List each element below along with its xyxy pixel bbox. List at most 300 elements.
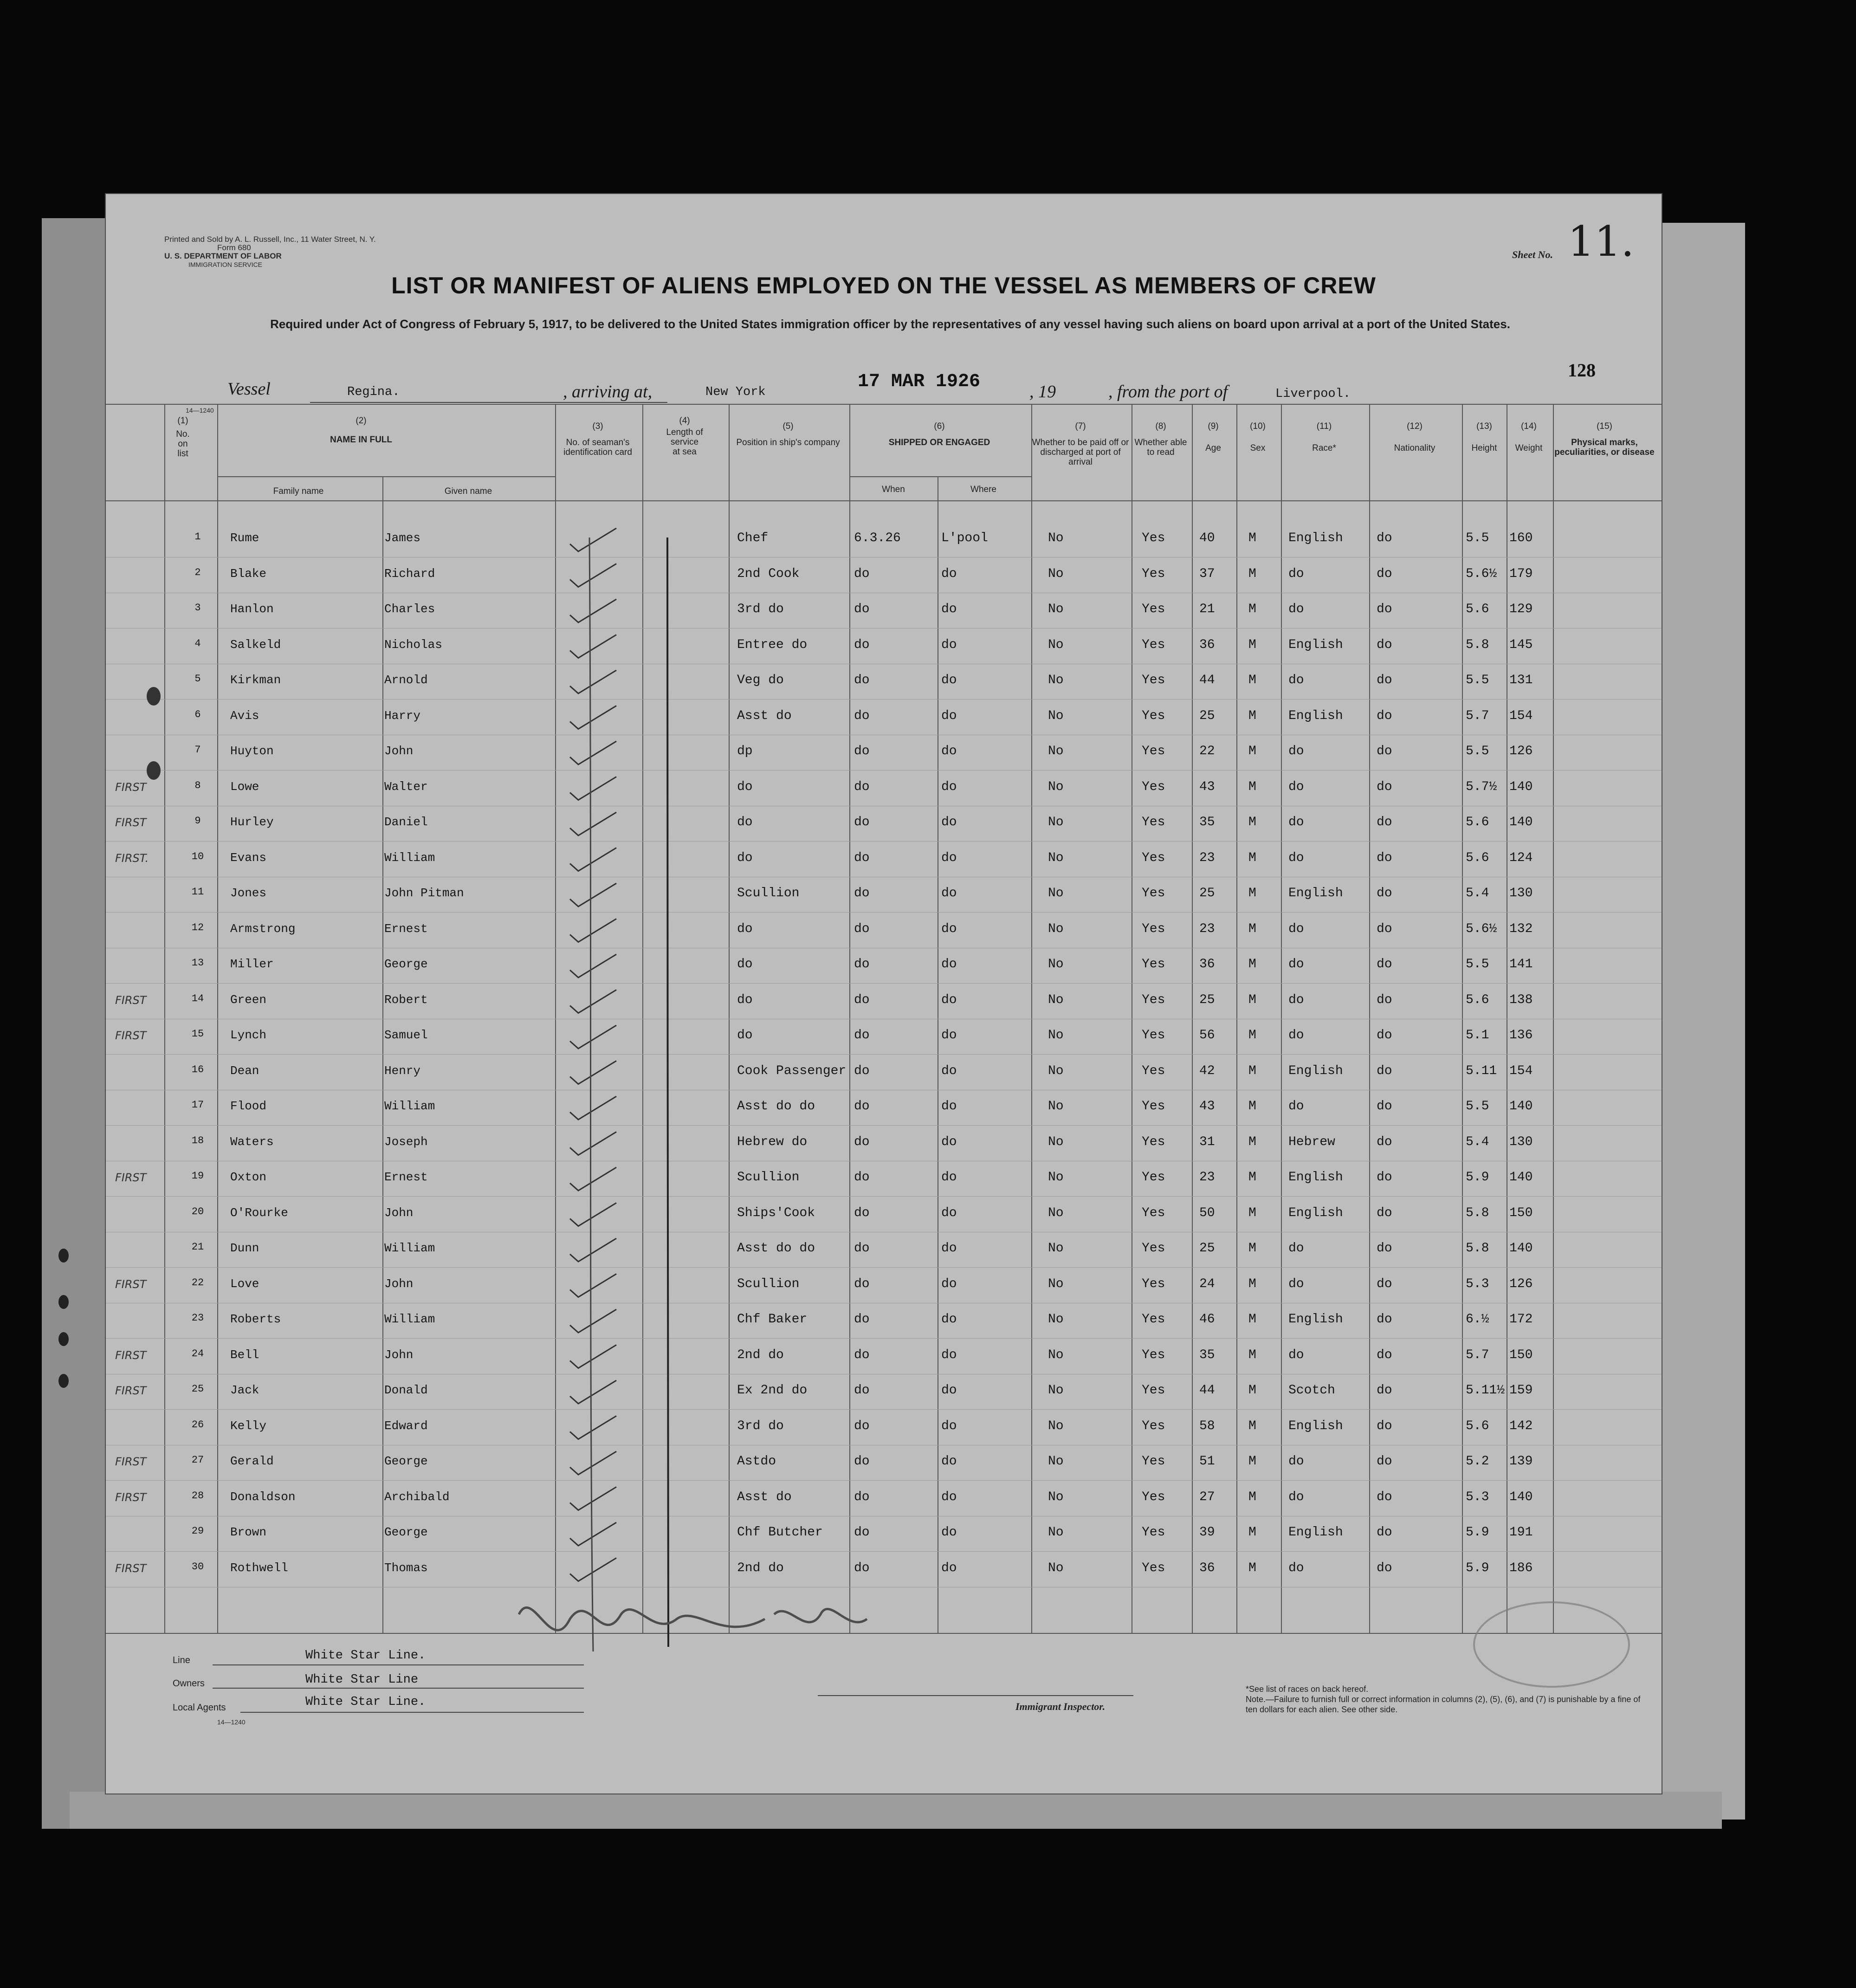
given-name-cell: Ernest xyxy=(384,1170,428,1184)
able-to-read-cell: Yes xyxy=(1142,1347,1165,1362)
owners-underline xyxy=(213,1688,584,1689)
footer-notes xyxy=(1246,1684,1645,1715)
line-underline xyxy=(213,1664,584,1665)
able-to-read-cell: Yes xyxy=(1142,1454,1165,1469)
age-cell: 56 xyxy=(1199,1028,1215,1043)
height-cell: 5.6½ xyxy=(1466,921,1497,936)
page-subtitle: Required under Act of Congress of February 5, 1917, to be delivered to the United States immigration officer by the representatives of any vessel having such aliens on board upon arrival at a port of the United States. xyxy=(270,317,1510,331)
shipped-where-cell: do xyxy=(941,1347,957,1362)
position-cell: do xyxy=(737,957,753,971)
given-name-cell: Samuel xyxy=(384,1028,428,1042)
race-cell: Hebrew xyxy=(1288,1134,1335,1149)
weight-cell: 139 xyxy=(1509,1454,1533,1469)
paid-off-cell: No xyxy=(1048,1028,1064,1043)
age-cell: 23 xyxy=(1199,1170,1215,1185)
height-cell: 5.9 xyxy=(1466,1525,1489,1540)
weight-cell: 160 xyxy=(1509,531,1533,545)
able-to-read-cell: Yes xyxy=(1142,1028,1165,1043)
nationality-cell: do xyxy=(1377,1205,1392,1220)
height-cell: 5.11 xyxy=(1466,1063,1497,1078)
row-number-cell: 30 xyxy=(191,1561,204,1573)
race-cell: do xyxy=(1288,850,1304,865)
col-id-card-header: (3) No. of seaman's identification card xyxy=(563,421,632,457)
paid-off-cell: No xyxy=(1048,1347,1064,1362)
family-name-cell: Rothwell xyxy=(230,1561,288,1575)
race-cell: do xyxy=(1288,1099,1304,1114)
shipped-where-cell: do xyxy=(941,1276,957,1291)
age-cell: 37 xyxy=(1199,566,1215,581)
col-when-header: When xyxy=(882,485,905,494)
weight-cell: 129 xyxy=(1509,602,1533,616)
weight-cell: 172 xyxy=(1509,1312,1533,1327)
row-number-cell: 4 xyxy=(194,637,201,649)
local-agents-label: Local Agents xyxy=(173,1703,226,1713)
paid-off-cell: No xyxy=(1048,744,1064,758)
first-class-annotation: FIRST xyxy=(115,1384,147,1397)
weight-cell: 150 xyxy=(1509,1205,1533,1220)
age-cell: 36 xyxy=(1199,637,1215,652)
given-name-cell: George xyxy=(384,957,428,971)
race-cell: do xyxy=(1288,1454,1304,1469)
position-cell: Ex 2nd do xyxy=(737,1383,808,1398)
position-cell: Asst do xyxy=(737,1489,792,1504)
position-cell: Ships'Cook xyxy=(737,1205,815,1220)
nationality-cell: do xyxy=(1377,1418,1392,1433)
first-class-annotation: FIRST xyxy=(115,1277,147,1291)
races-note: *See list of races on back hereof. xyxy=(1246,1684,1369,1694)
sex-cell: M xyxy=(1248,1383,1256,1398)
given-name-cell: Joseph xyxy=(384,1134,428,1149)
col-given-name-header: Given name xyxy=(444,486,492,496)
age-cell: 25 xyxy=(1199,708,1215,723)
inspection-stamp xyxy=(1473,1601,1630,1688)
shipped-where-cell: do xyxy=(941,1099,957,1114)
race-cell: do xyxy=(1288,1276,1304,1291)
given-name-cell: John xyxy=(384,1276,414,1291)
col-shipped-header: (6) SHIPPED OR ENGAGED xyxy=(888,421,990,447)
shipped-where-cell: do xyxy=(941,1205,957,1220)
sex-cell: M xyxy=(1248,1063,1256,1078)
sheet-number-label: Sheet No. xyxy=(1512,249,1553,260)
page-number: 128 xyxy=(1568,360,1596,381)
row-number-cell: 6 xyxy=(194,708,201,720)
sex-cell: M xyxy=(1248,531,1256,545)
shipped-where-cell: do xyxy=(941,1312,957,1327)
family-name-cell: O'Rourke xyxy=(230,1205,288,1220)
row-number-cell: 5 xyxy=(194,673,201,685)
weight-cell: 159 xyxy=(1509,1383,1533,1398)
race-cell: English xyxy=(1288,886,1343,900)
paid-off-cell: No xyxy=(1048,1134,1064,1149)
weight-cell: 186 xyxy=(1509,1561,1533,1575)
height-cell: 5.6½ xyxy=(1466,566,1497,581)
col-family-name-header: Family name xyxy=(273,486,324,496)
row-number-cell: 1 xyxy=(194,531,201,543)
paid-off-cell: No xyxy=(1048,673,1064,687)
id-check-mark xyxy=(570,1309,616,1333)
height-cell: 5.5 xyxy=(1466,531,1489,545)
position-cell: do xyxy=(737,850,753,865)
race-cell: do xyxy=(1288,957,1304,971)
nationality-cell: do xyxy=(1377,1276,1392,1291)
punch-hole xyxy=(147,761,161,780)
row-number-cell: 27 xyxy=(191,1454,204,1466)
weight-cell: 145 xyxy=(1509,637,1533,652)
id-check-mark xyxy=(570,599,616,622)
weight-cell: 179 xyxy=(1509,566,1533,581)
weight-cell: 141 xyxy=(1509,957,1533,971)
first-class-annotation: FIRST xyxy=(115,1171,147,1184)
row-number-cell: 20 xyxy=(191,1205,204,1217)
height-cell: 5.6 xyxy=(1466,992,1489,1007)
weight-cell: 136 xyxy=(1509,1028,1533,1043)
shipped-where-cell: do xyxy=(941,1561,957,1575)
given-name-cell: Daniel xyxy=(384,815,428,829)
sex-cell: M xyxy=(1248,1028,1256,1043)
shipped-where-cell: do xyxy=(941,815,957,829)
weight-cell: 140 xyxy=(1509,1099,1533,1114)
id-check-mark xyxy=(570,1451,616,1475)
printer-credit: Printed and Sold by A. L. Russell, Inc., 11 Water Street, N. Y. xyxy=(164,235,376,244)
shipped-when-cell: do xyxy=(854,566,870,581)
shipped-where-cell: do xyxy=(941,1028,957,1043)
given-name-cell: George xyxy=(384,1525,428,1539)
weight-cell: 140 xyxy=(1509,1489,1533,1504)
race-cell: do xyxy=(1288,1561,1304,1575)
shipped-when-cell: do xyxy=(854,637,870,652)
able-to-read-cell: Yes xyxy=(1142,921,1165,936)
given-name-cell: William xyxy=(384,1241,435,1255)
paid-off-cell: No xyxy=(1048,566,1064,581)
able-to-read-cell: Yes xyxy=(1142,1312,1165,1327)
weight-cell: 126 xyxy=(1509,744,1533,758)
nationality-cell: do xyxy=(1377,850,1392,865)
shipped-where-cell: do xyxy=(941,602,957,616)
race-cell: do xyxy=(1288,744,1304,758)
height-cell: 5.3 xyxy=(1466,1489,1489,1504)
given-name-cell: Archibald xyxy=(384,1489,450,1504)
age-cell: 31 xyxy=(1199,1134,1215,1149)
col-sex-header: (10) Sex xyxy=(1250,421,1266,453)
age-cell: 44 xyxy=(1199,673,1215,687)
nationality-cell: do xyxy=(1377,1454,1392,1469)
able-to-read-cell: Yes xyxy=(1142,886,1165,900)
able-to-read-cell: Yes xyxy=(1142,815,1165,829)
race-cell: English xyxy=(1288,1063,1343,1078)
able-to-read-cell: Yes xyxy=(1142,1383,1165,1398)
family-name-cell: Avis xyxy=(230,708,259,723)
weight-cell: 124 xyxy=(1509,850,1533,865)
family-name-cell: Huyton xyxy=(230,744,274,758)
first-class-annotation: FIRST xyxy=(115,1348,147,1362)
position-cell: do xyxy=(737,1028,753,1043)
given-name-cell: William xyxy=(384,1099,435,1113)
position-cell: Asst do xyxy=(737,708,792,723)
shipped-where-cell: do xyxy=(941,744,957,758)
id-check-mark xyxy=(570,564,616,587)
nationality-cell: do xyxy=(1377,992,1392,1007)
col-weight-header: (14) Weight xyxy=(1515,421,1543,453)
nationality-cell: do xyxy=(1377,1099,1392,1114)
paid-off-cell: No xyxy=(1048,992,1064,1007)
nationality-cell: do xyxy=(1377,708,1392,723)
race-cell: do xyxy=(1288,779,1304,794)
able-to-read-cell: Yes xyxy=(1142,779,1165,794)
row-number-cell: 2 xyxy=(194,566,201,578)
id-check-mark xyxy=(570,528,616,551)
family-name-cell: Hanlon xyxy=(230,602,274,616)
paid-off-cell: No xyxy=(1048,1561,1064,1575)
shipped-when-cell: do xyxy=(854,1347,870,1362)
paid-off-cell: No xyxy=(1048,1454,1064,1469)
age-cell: 50 xyxy=(1199,1205,1215,1220)
sex-cell: M xyxy=(1248,1454,1256,1469)
nationality-cell: do xyxy=(1377,1489,1392,1504)
race-cell: do xyxy=(1288,566,1304,581)
line-label: Line xyxy=(173,1655,190,1665)
nationality-cell: do xyxy=(1377,1134,1392,1149)
family-name-cell: Miller xyxy=(230,957,274,971)
family-name-cell: Evans xyxy=(230,850,267,865)
local-agents-value: White Star Line. xyxy=(305,1695,426,1709)
given-name-cell: Walter xyxy=(384,779,428,794)
nationality-cell: do xyxy=(1377,1312,1392,1327)
sex-cell: M xyxy=(1248,886,1256,900)
id-check-mark xyxy=(570,1132,616,1155)
row-number-cell: 13 xyxy=(191,957,204,969)
given-name-cell: Edward xyxy=(384,1418,428,1433)
nationality-cell: do xyxy=(1377,1525,1392,1540)
shipped-where-cell: do xyxy=(941,1454,957,1469)
shipped-when-cell: do xyxy=(854,886,870,900)
age-cell: 23 xyxy=(1199,850,1215,865)
paid-off-cell: No xyxy=(1048,1525,1064,1540)
position-cell: do xyxy=(737,992,753,1007)
paid-off-cell: No xyxy=(1048,1099,1064,1114)
height-cell: 5.8 xyxy=(1466,1241,1489,1256)
nationality-cell: do xyxy=(1377,637,1392,652)
paid-off-cell: No xyxy=(1048,637,1064,652)
position-cell: Astdo xyxy=(737,1454,776,1469)
shipped-where-cell: do xyxy=(941,921,957,936)
col-paid-off-header: (7) Whether to be paid off or discharged at port of arrival xyxy=(1032,421,1129,467)
punch-hole xyxy=(58,1249,69,1263)
family-name-cell: Roberts xyxy=(230,1312,281,1326)
owners-label: Owners xyxy=(173,1678,205,1689)
first-class-annotation: FIRST xyxy=(115,1455,147,1468)
paid-off-cell: No xyxy=(1048,1170,1064,1185)
position-cell: Chf Baker xyxy=(737,1312,808,1327)
shipped-where-cell: do xyxy=(941,637,957,652)
weight-cell: 130 xyxy=(1509,1134,1533,1149)
sex-cell: M xyxy=(1248,957,1256,971)
row-number-cell: 12 xyxy=(191,921,204,933)
underlying-page-left xyxy=(42,218,111,1829)
height-cell: 5.7½ xyxy=(1466,779,1497,794)
given-name-cell: Nicholas xyxy=(384,637,442,652)
sex-cell: M xyxy=(1248,1489,1256,1504)
shipped-when-cell: do xyxy=(854,1205,870,1220)
family-name-cell: Green xyxy=(230,992,267,1007)
col-where-header: Where xyxy=(970,485,996,494)
paid-off-cell: No xyxy=(1048,1276,1064,1291)
weight-cell: 140 xyxy=(1509,779,1533,794)
col-physical-marks-header: (15) Physical marks, peculiarities, or disease xyxy=(1554,421,1655,457)
id-check-mark xyxy=(570,848,616,871)
nationality-cell: do xyxy=(1377,1241,1392,1256)
height-cell: 5.6 xyxy=(1466,815,1489,829)
service-name: IMMIGRATION SERVICE xyxy=(188,261,262,268)
age-cell: 27 xyxy=(1199,1489,1215,1504)
id-check-mark xyxy=(570,1061,616,1084)
nationality-cell: do xyxy=(1377,886,1392,900)
nationality-cell: do xyxy=(1377,744,1392,758)
paid-off-cell: No xyxy=(1048,1383,1064,1398)
shipped-when-cell: do xyxy=(854,1312,870,1327)
family-name-cell: Lowe xyxy=(230,779,259,794)
sex-cell: M xyxy=(1248,1170,1256,1185)
age-cell: 36 xyxy=(1199,957,1215,971)
family-name-cell: Dean xyxy=(230,1063,259,1078)
family-name-cell: Jones xyxy=(230,886,267,900)
nationality-cell: do xyxy=(1377,566,1392,581)
paid-off-cell: No xyxy=(1048,1312,1064,1327)
shipped-where-cell: do xyxy=(941,850,957,865)
able-to-read-cell: Yes xyxy=(1142,673,1165,687)
sex-cell: M xyxy=(1248,850,1256,865)
race-cell: do xyxy=(1288,1347,1304,1362)
sex-cell: M xyxy=(1248,602,1256,616)
race-cell: English xyxy=(1288,1170,1343,1185)
height-cell: 5.4 xyxy=(1466,886,1489,900)
row-number-cell: 9 xyxy=(194,815,201,827)
col-height-header: (13) Height xyxy=(1471,421,1497,453)
paid-off-cell: No xyxy=(1048,531,1064,545)
able-to-read-cell: Yes xyxy=(1142,1063,1165,1078)
shipped-when-cell: do xyxy=(854,921,870,936)
id-check-mark xyxy=(570,1096,616,1120)
weight-cell: 150 xyxy=(1509,1347,1533,1362)
age-cell: 44 xyxy=(1199,1383,1215,1398)
shipped-when-cell: do xyxy=(854,1241,870,1256)
position-cell: 3rd do xyxy=(737,602,784,616)
height-cell: 5.5 xyxy=(1466,673,1489,687)
shipped-when-cell: do xyxy=(854,1561,870,1575)
given-name-cell: William xyxy=(384,850,435,865)
position-cell: Asst do do xyxy=(737,1099,815,1114)
shipped-where-cell: do xyxy=(941,1525,957,1540)
from-port-label: , from the port of xyxy=(1108,382,1228,401)
race-cell: English xyxy=(1288,1205,1343,1220)
position-cell: 2nd Cook xyxy=(737,566,800,581)
age-cell: 25 xyxy=(1199,1241,1215,1256)
shipped-when-cell: do xyxy=(854,1028,870,1043)
col-race-header: (11) Race* xyxy=(1312,421,1336,453)
col-nationality-header: (12) Nationality xyxy=(1394,421,1436,453)
id-check-mark xyxy=(570,1487,616,1510)
punch-hole xyxy=(58,1374,69,1388)
shipped-where-cell: L'pool xyxy=(941,531,988,545)
age-cell: 46 xyxy=(1199,1312,1215,1327)
col-age-header: (9) Age xyxy=(1205,421,1221,453)
family-name-cell: Bell xyxy=(230,1347,259,1362)
col-length-service-header: (4) Length of service at sea xyxy=(666,416,703,457)
shipped-when-cell: do xyxy=(854,1170,870,1185)
height-cell: 5.5 xyxy=(1466,744,1489,758)
race-cell: English xyxy=(1288,637,1343,652)
row-number-cell: 3 xyxy=(194,602,201,614)
height-cell: 5.1 xyxy=(1466,1028,1489,1043)
nationality-cell: do xyxy=(1377,1028,1392,1043)
col-position-header: (5) Position in ship's company xyxy=(736,421,840,447)
position-cell: Asst do do xyxy=(737,1241,815,1256)
arrival-port: New York xyxy=(705,385,766,399)
manifest-sheet xyxy=(106,194,1662,1794)
row-number-cell: 26 xyxy=(191,1418,204,1431)
sex-cell: M xyxy=(1248,779,1256,794)
first-class-annotation: FIRST xyxy=(115,1029,147,1042)
able-to-read-cell: Yes xyxy=(1142,1134,1165,1149)
age-cell: 36 xyxy=(1199,1561,1215,1575)
given-name-cell: Arnold xyxy=(384,673,428,687)
family-name-cell: Donaldson xyxy=(230,1489,296,1504)
sex-cell: M xyxy=(1248,1276,1256,1291)
able-to-read-cell: Yes xyxy=(1142,850,1165,865)
able-to-read-cell: Yes xyxy=(1142,992,1165,1007)
paid-off-cell: No xyxy=(1048,1063,1064,1078)
given-name-cell: George xyxy=(384,1454,428,1468)
family-name-cell: Blake xyxy=(230,566,267,581)
position-cell: Cook Passenger xyxy=(737,1063,847,1078)
departure-port: Liverpool. xyxy=(1275,387,1351,401)
shipped-where-cell: do xyxy=(941,1170,957,1185)
row-number-cell: 23 xyxy=(191,1312,204,1324)
id-check-mark xyxy=(570,1238,616,1262)
height-cell: 5.9 xyxy=(1466,1561,1489,1575)
nationality-cell: do xyxy=(1377,1383,1392,1398)
row-number-cell: 29 xyxy=(191,1525,204,1537)
race-cell: do xyxy=(1288,1489,1304,1504)
family-name-cell: Jack xyxy=(230,1383,259,1397)
col-no-header: (1) No. on list xyxy=(176,416,190,459)
sex-cell: M xyxy=(1248,1525,1256,1540)
punch-hole xyxy=(58,1295,69,1309)
able-to-read-cell: Yes xyxy=(1142,1241,1165,1256)
shipped-when-cell: do xyxy=(854,602,870,616)
row-number-cell: 16 xyxy=(191,1063,204,1075)
first-class-annotation: FIRST xyxy=(115,1490,147,1504)
given-name-cell: Ernest xyxy=(384,921,428,936)
age-cell: 35 xyxy=(1199,815,1215,829)
shipped-when-cell: do xyxy=(854,673,870,687)
arrival-date-stamp: 17 MAR 1926 xyxy=(858,371,981,392)
paid-off-cell: No xyxy=(1048,708,1064,723)
height-cell: 5.8 xyxy=(1466,1205,1489,1220)
row-number-cell: 14 xyxy=(191,992,204,1004)
position-cell: Chf Butcher xyxy=(737,1525,823,1540)
height-cell: 5.3 xyxy=(1466,1276,1489,1291)
row-number-cell: 10 xyxy=(191,850,204,862)
race-cell: do xyxy=(1288,1028,1304,1043)
able-to-read-cell: Yes xyxy=(1142,1525,1165,1540)
family-name-cell: Oxton xyxy=(230,1170,267,1184)
id-check-mark xyxy=(570,883,616,907)
height-cell: 6.½ xyxy=(1466,1312,1489,1327)
height-cell: 5.8 xyxy=(1466,637,1489,652)
able-to-read-cell: Yes xyxy=(1142,566,1165,581)
age-cell: 24 xyxy=(1199,1276,1215,1291)
sheet-number: 11. xyxy=(1568,217,1635,266)
